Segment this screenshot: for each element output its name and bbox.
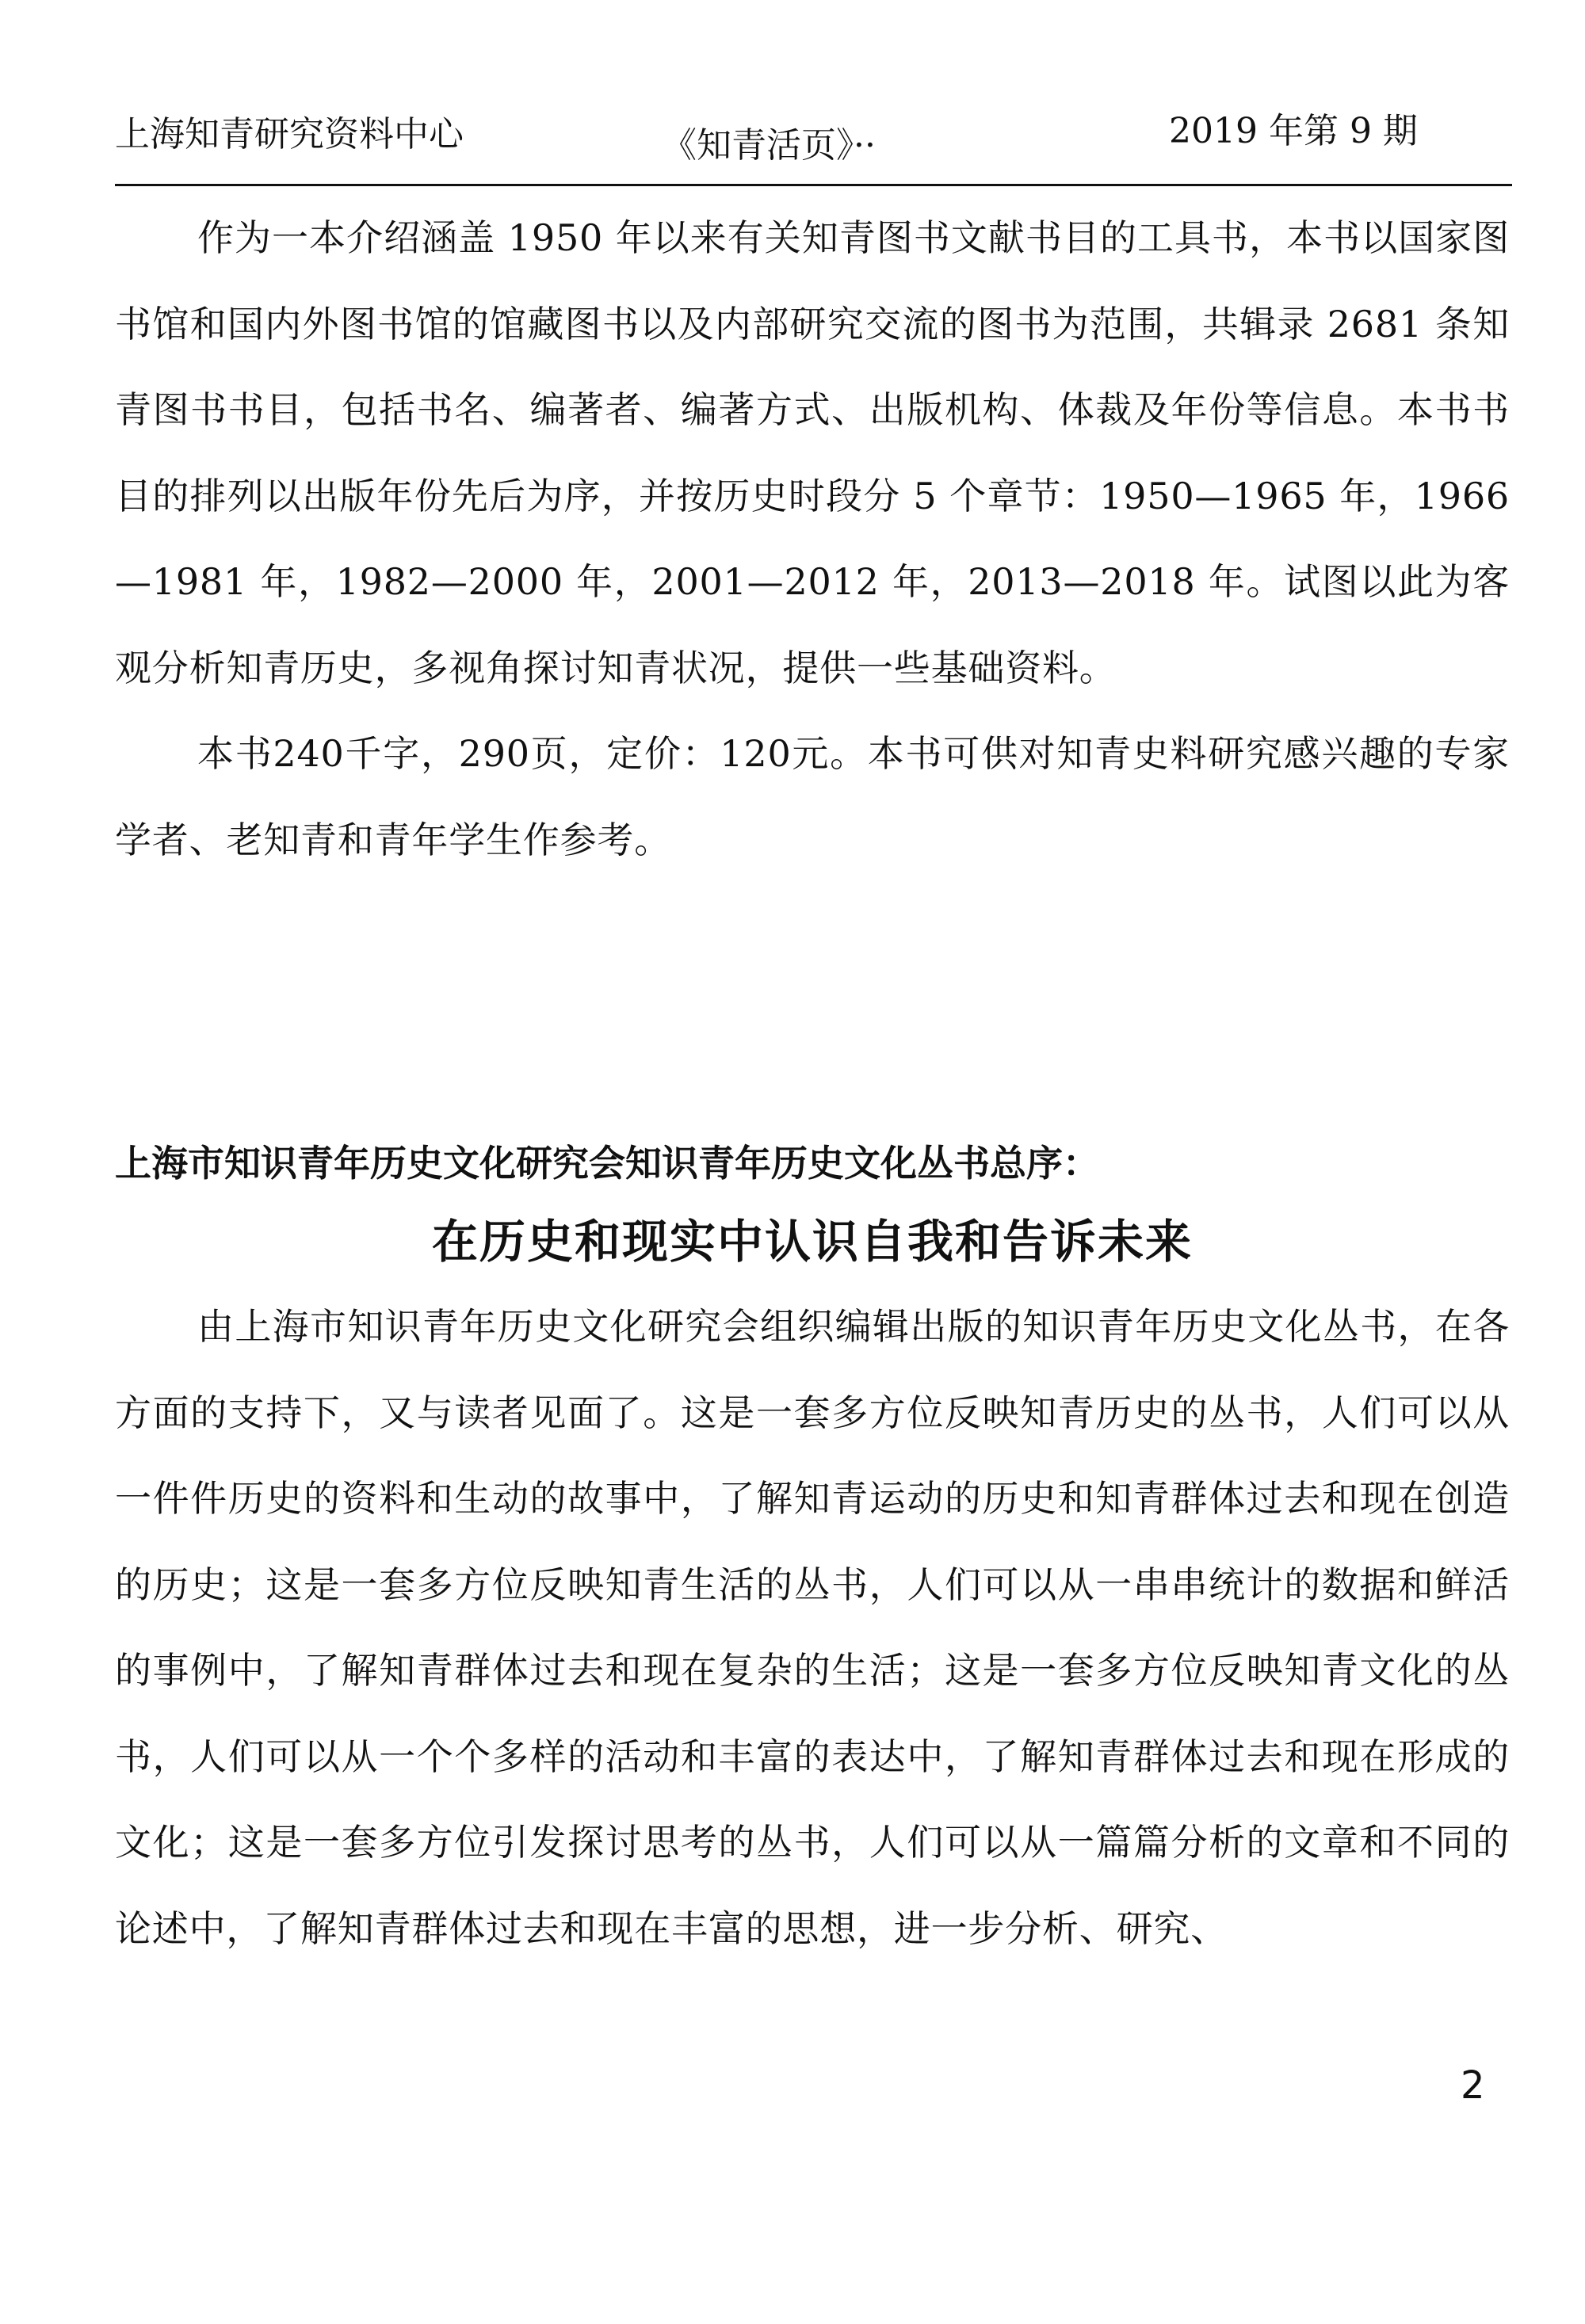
page-header bbox=[115, 101, 1510, 173]
preface-paragraph: 由上海市知识青年历史文化研究会组织编辑出版的知识青年历史文化丛书，在各方面的支持下，又与读者见面了。这是一套多方位反映知青历史的丛书，人们可以从一件件历史的资料和生动的故事中，了解知青运动的历史和知青群体过去和现在创造的历史；这是一套多方位反映知青生活的丛书，人们可以从一串串统计的数据和鲜活的事例中，了解知青群体过去和现在复杂的生活；这是一套多方位反映知青文化的丛书，人们可以从一个个多样的活动和丰富的表达中，了解知青群体过去和现在形成的文化；这是一套多方位引发探讨思考的丛书，人们可以从一篇篇分析的文章和不同的论述中，了解知青群体过去和现在丰富的思想，进一步分析、研究、 bbox=[115, 1305, 1510, 1950]
intro-paragraph: 作为一本介绍涵盖 1950 年以来有关知青图书文献书目的工具书，本书以国家图书馆和国内外图书馆的馆藏图书以及内部研究交流的图书为范围，共辑录 2681 条知青图书书目，包括书名、编著者、编著方式、出版机构、体裁及年份等信息。本书书目的排列以出版年份先后为序，并按历史时段分 5 个章节：1950—1965 年，1966—1981 年，1982—2000 年，2001—2012 年，2013—2018 年。试图以此为客观分析知青历史，多视角探讨知青状况，提供一些基础资料。 bbox=[115, 216, 1510, 689]
intro-paragraph: 本书240千字，290页，定价：120元。本书可供对知青史料研究感兴趣的专家学者、老知青和青年学生作参考。 bbox=[115, 732, 1510, 861]
page-number: 2 bbox=[1461, 2063, 1485, 2108]
section-heading: 上海市知识青年历史文化研究会知识青年历史文化丛书总序： bbox=[115, 1142, 1099, 1185]
header-publication-title: 《知青活页》·· bbox=[662, 125, 876, 166]
section-title: 在历史和现实中认识自我和告诉未来 bbox=[431, 1215, 1193, 1269]
header-org-name: 上海知青研究资料中心 bbox=[115, 114, 464, 155]
header-issue: 2019 年第 9 期 bbox=[1169, 111, 1418, 151]
intro-section bbox=[115, 195, 1510, 883]
preface-section bbox=[115, 1284, 1510, 1971]
header-divider bbox=[115, 184, 1512, 186]
